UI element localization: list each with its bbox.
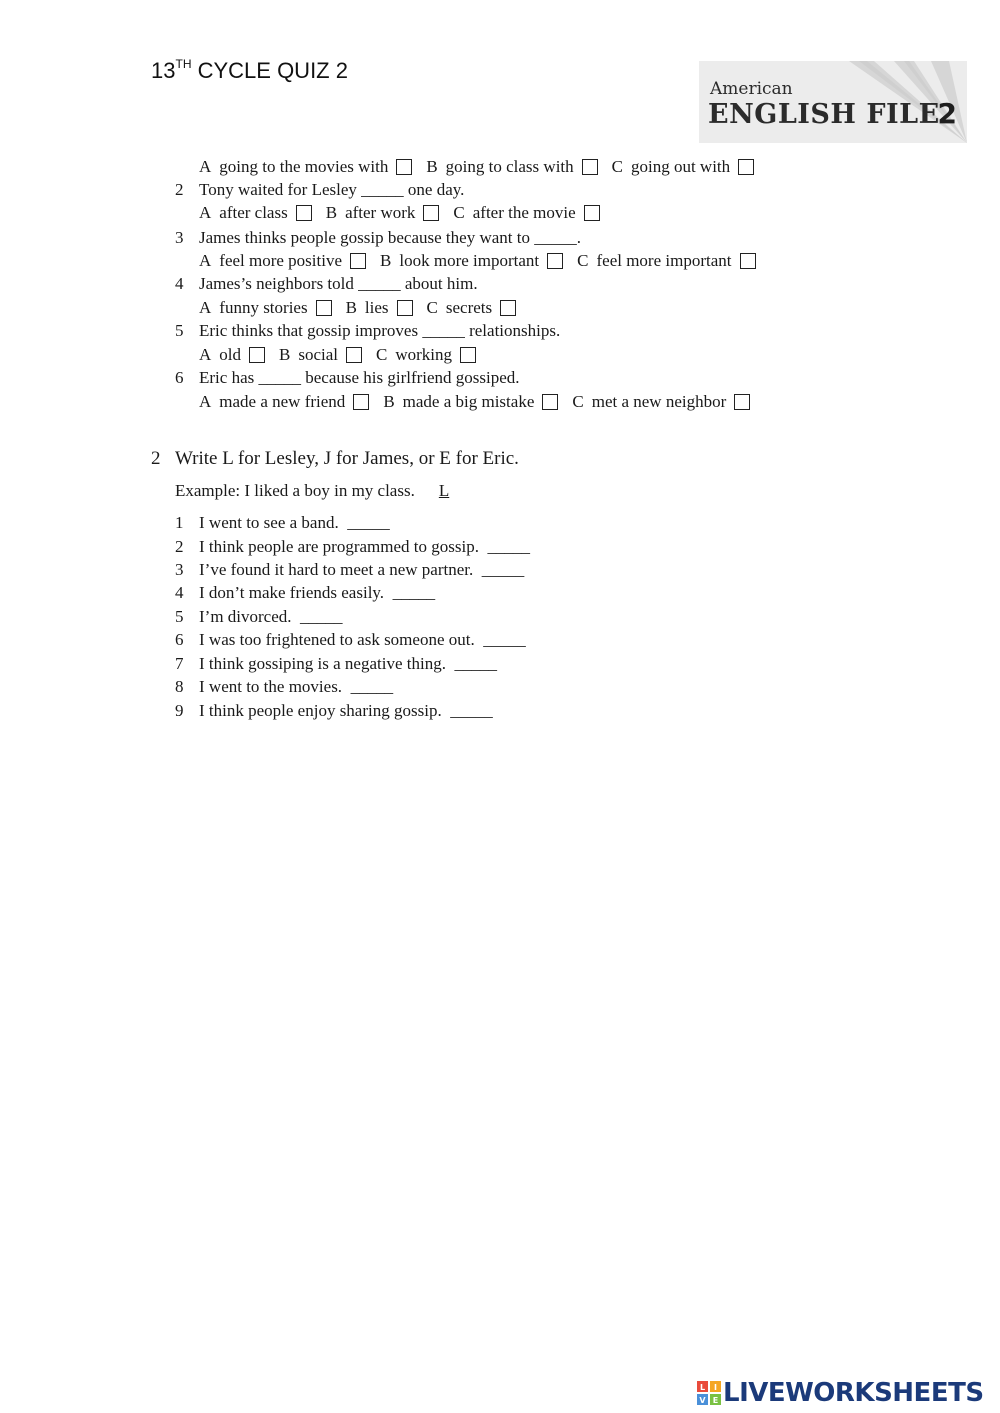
question-4: 4 James’s neighbors told _____ about him. <box>175 274 478 293</box>
option-b: B lies <box>346 298 413 318</box>
checkbox[interactable] <box>423 205 439 221</box>
option-c: C going out with <box>612 157 755 177</box>
option-c: C met a new neighbor <box>572 392 750 412</box>
logo-number: 2 <box>937 97 957 130</box>
statement-item: 2 I think people are programmed to gossip. _____ <box>175 537 530 556</box>
svg-text:I: I <box>714 1383 717 1392</box>
option-b: B social <box>279 345 362 365</box>
checkbox[interactable] <box>397 300 413 316</box>
section-2-heading: 2 Write L for Lesley, J for James, or E for Eric. <box>151 448 519 469</box>
answer-blank[interactable]: _____ <box>350 677 394 696</box>
answer-blank[interactable]: _____ <box>481 560 525 579</box>
example-answer: L <box>438 481 450 500</box>
checkbox[interactable] <box>740 253 756 269</box>
statement-item: 1 I went to see a band. _____ <box>175 513 390 532</box>
question-5: 5 Eric thinks that gossip improves _____ relationships. <box>175 321 561 340</box>
svg-text:V: V <box>699 1396 706 1405</box>
checkbox[interactable] <box>249 347 265 363</box>
checkbox[interactable] <box>460 347 476 363</box>
answer-blank[interactable]: _____ <box>392 583 436 602</box>
question-2: 2 Tony waited for Lesley _____ one day. <box>175 180 465 199</box>
option-b: B made a big mistake <box>383 392 558 412</box>
checkbox[interactable] <box>396 159 412 175</box>
option-c: C secrets <box>427 298 517 318</box>
checkbox[interactable] <box>582 159 598 175</box>
liveworksheets-badge-icon <box>697 1381 721 1405</box>
statement-item: 4 I don’t make friends easily. _____ <box>175 583 436 602</box>
svg-text:L: L <box>699 1383 706 1392</box>
question-3: 3 James thinks people gossip because they want to _____. <box>175 228 581 247</box>
option-c: C after the movie <box>453 203 599 223</box>
answer-blank[interactable]: _____ <box>487 537 530 556</box>
checkbox[interactable] <box>296 205 312 221</box>
option-b: B going to class with <box>426 157 597 177</box>
answer-blank[interactable]: _____ <box>347 513 390 532</box>
liveworksheets-brand-text: LIVEWORKSHEETS <box>723 1378 984 1408</box>
answer-blank[interactable]: _____ <box>483 630 526 649</box>
answer-blank[interactable]: _____ <box>450 701 493 720</box>
option-c: C working <box>376 345 476 365</box>
checkbox[interactable] <box>353 394 369 410</box>
question-2-options <box>199 203 614 223</box>
option-a: A feel more positive <box>199 251 366 271</box>
answer-blank[interactable]: _____ <box>454 654 497 673</box>
svg-text:E: E <box>712 1396 719 1405</box>
checkbox[interactable] <box>584 205 600 221</box>
checkbox[interactable] <box>346 347 362 363</box>
example-line: Example: I liked a boy in my class. L <box>175 481 461 501</box>
option-b: B look more important <box>380 251 563 271</box>
option-a: A made a new friend <box>199 392 369 412</box>
question-1-options <box>199 157 768 177</box>
checkbox[interactable] <box>547 253 563 269</box>
statement-item: 6 I was too frightened to ask someone out. _____ <box>175 630 526 649</box>
option-a: A old <box>199 345 265 365</box>
statement-item: 7 I think gossiping is a negative thing. _____ <box>175 654 497 673</box>
checkbox[interactable] <box>542 394 558 410</box>
question-5-options <box>199 345 490 365</box>
checkbox[interactable] <box>734 394 750 410</box>
option-b: B after work <box>326 203 440 223</box>
question-3-options <box>199 251 770 271</box>
logo-big-text: ENGLISH FILE <box>708 99 940 130</box>
option-a: A funny stories <box>199 298 332 318</box>
question-6: 6 Eric has _____ because his girlfriend gossiped. <box>175 368 520 387</box>
logo-small-text: American <box>710 79 793 99</box>
option-a: A after class <box>199 203 312 223</box>
american-english-file-logo <box>699 61 967 143</box>
option-a: A going to the movies with <box>199 157 412 177</box>
question-6-options <box>199 392 764 412</box>
checkbox[interactable] <box>738 159 754 175</box>
page-title: 13TH CYCLE QUIZ 2 <box>151 56 348 83</box>
answer-blank[interactable]: _____ <box>300 607 343 626</box>
checkbox[interactable] <box>316 300 332 316</box>
statement-item: 9 I think people enjoy sharing gossip. _____ <box>175 701 493 720</box>
statement-item: 3 I’ve found it hard to meet a new partner. _____ <box>175 560 525 579</box>
liveworksheets-logo <box>697 1378 984 1408</box>
question-4-options <box>199 298 530 318</box>
checkbox[interactable] <box>500 300 516 316</box>
option-c: C feel more important <box>577 251 755 271</box>
checkbox[interactable] <box>350 253 366 269</box>
statement-item: 5 I’m divorced. _____ <box>175 607 343 626</box>
statement-item: 8 I went to the movies. _____ <box>175 677 394 696</box>
